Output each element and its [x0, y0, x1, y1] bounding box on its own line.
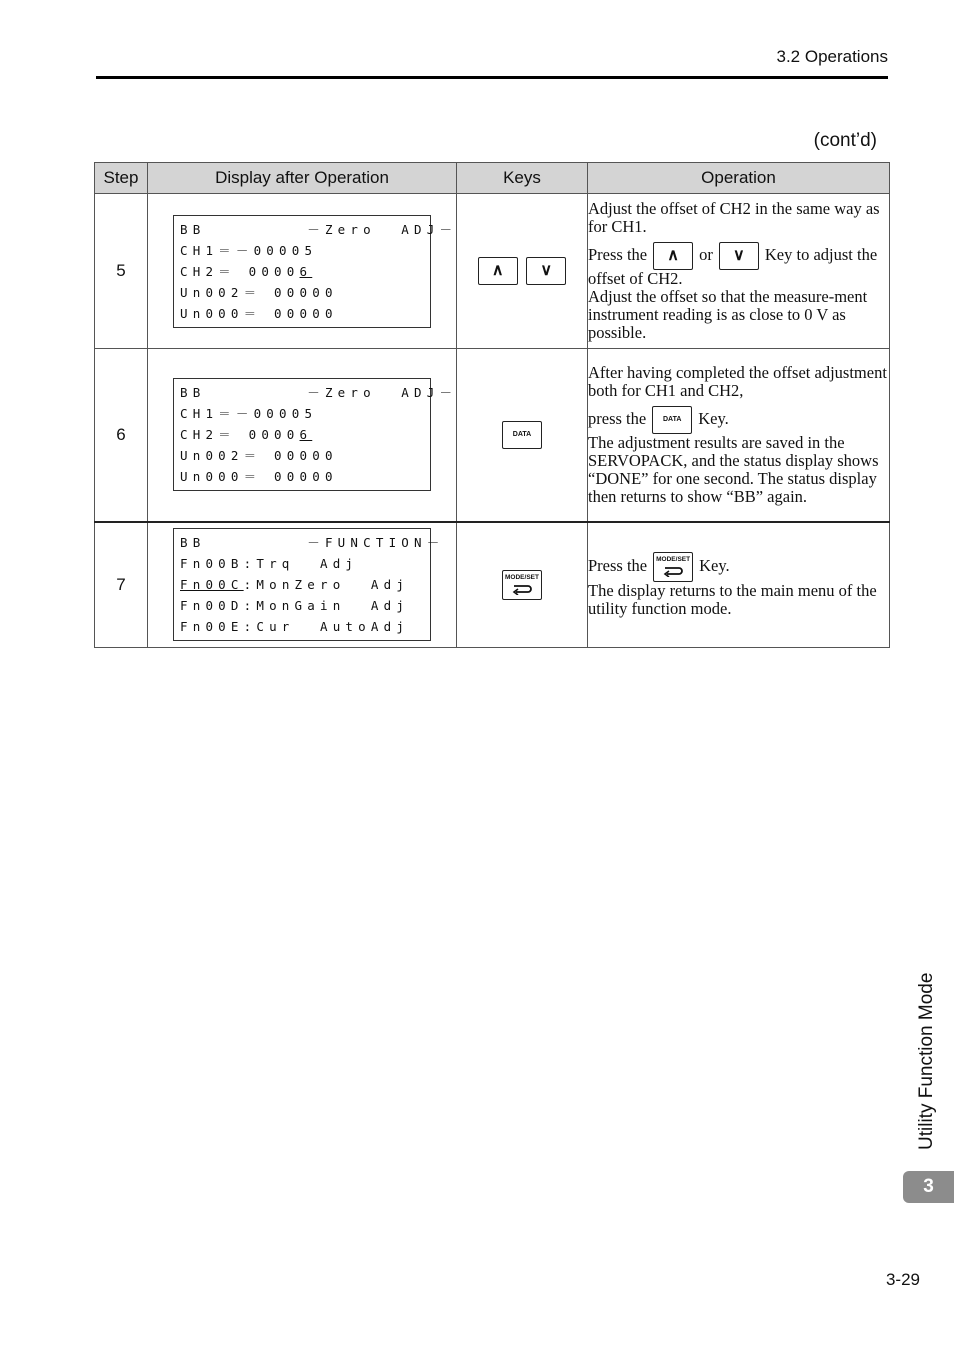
table-row [95, 349, 890, 522]
lcd-line: Un000＝ 00000 [180, 469, 338, 485]
operation-text-part: Key. [699, 555, 730, 575]
operation-cell [588, 522, 890, 648]
mode-set-key-label: MODE/SET [505, 573, 539, 581]
lcd-display [173, 378, 458, 491]
header-display: Display after Operation [148, 163, 457, 194]
down-key-icon: ∨ [719, 242, 759, 270]
lcd-line: Fn00B:Trq Adj [180, 556, 359, 572]
display-cell [148, 522, 457, 648]
step-number: 5 [95, 194, 148, 349]
step-number: 6 [95, 349, 148, 522]
operation-text-part: or [699, 244, 713, 264]
operation-text [588, 552, 889, 582]
header-step: Step [95, 163, 148, 194]
operation-text: The adjustment results are saved in the SERVOPACK, and the status display shows “DONE” for one second. The status display then returns to show “BB” again. [588, 432, 879, 506]
display-cell [148, 349, 457, 522]
keys-cell [457, 194, 588, 349]
operation-text: The display returns to the main menu of the utility function mode. [588, 580, 877, 618]
lcd-line: Un002＝ 00000 [180, 448, 338, 464]
lcd-selected-item: Fn00C [180, 577, 244, 593]
lcd-text: CH2＝ 0000 [180, 427, 300, 443]
operation-text: After having completed the offset adjustment both for CH1 and CH2, [588, 362, 887, 400]
operation-text-part: Key to adjust the offset of CH2. [588, 244, 878, 288]
lcd-line: Fn00E:Cur AutoAdj [180, 619, 410, 635]
data-key-icon: DATA [502, 421, 542, 449]
operation-text: Adjust the offset so that the measure-ment instrument reading is as close to 0 V as possible. [588, 287, 868, 342]
mode-set-key-icon [653, 552, 693, 582]
down-key-icon: ∨ [526, 257, 566, 285]
page-number: 3-29 [885, 1270, 920, 1289]
chapter-side-title: Utility Function Mode [916, 972, 937, 1150]
lcd-line [174, 261, 430, 282]
lcd-line: BB －Zero ADJ－ [180, 385, 458, 401]
continued-label: (cont’d) [813, 130, 877, 151]
lcd-display [173, 528, 445, 641]
display-cell [148, 194, 457, 349]
operation-cell [588, 194, 890, 349]
lcd-cursor-digit: 6 [299, 427, 313, 443]
lcd-text: CH2＝ 0000 [180, 263, 300, 279]
lcd-line: BB －FUNCTION－ [180, 535, 445, 551]
operation-cell [588, 349, 890, 522]
lcd-text: :MonZero Adj [243, 577, 410, 593]
section-title: 3.2 Operations [776, 47, 888, 66]
table-row [95, 522, 890, 648]
table-row [95, 194, 890, 349]
page-header [96, 44, 888, 79]
up-key-icon: ∧ [653, 242, 693, 270]
mode-set-key-icon [502, 570, 542, 600]
lcd-display [173, 215, 458, 328]
data-key-icon: DATA [652, 406, 692, 434]
lcd-line: Un000＝ 00000 [180, 305, 338, 321]
operation-text [588, 406, 889, 434]
operation-text-part: Press the [588, 244, 648, 264]
operation-text-part: Key. [698, 408, 729, 428]
lcd-line [174, 574, 430, 595]
lcd-line: CH1＝－00005 [180, 242, 318, 258]
keys-cell [457, 349, 588, 522]
return-arrow-icon [662, 565, 684, 577]
operation-text: Adjust the offset of CH2 in the same way as for CH1. [588, 199, 880, 236]
header-operation: Operation [588, 163, 890, 194]
lcd-line: BB －Zero ADJ－ [180, 221, 458, 237]
chapter-tab: 3 [903, 1171, 954, 1203]
operation-text [588, 242, 889, 288]
operation-text-part: Press the [588, 555, 648, 575]
table-header-row [95, 163, 890, 194]
lcd-cursor-digit: 6 [299, 263, 313, 279]
lcd-line: Un002＝ 00000 [180, 284, 338, 300]
lcd-line: Fn00D:MonGain Adj [180, 598, 410, 614]
keys-cell [457, 522, 588, 648]
operation-steps-table [94, 162, 890, 648]
header-keys: Keys [457, 163, 588, 194]
lcd-line [174, 424, 430, 445]
step-number: 7 [95, 522, 148, 648]
mode-set-key-label: MODE/SET [656, 555, 691, 563]
operation-text-part: press the [588, 408, 647, 428]
return-arrow-icon [511, 583, 533, 595]
up-key-icon: ∧ [478, 257, 518, 285]
lcd-line: CH1＝－00005 [180, 406, 318, 422]
